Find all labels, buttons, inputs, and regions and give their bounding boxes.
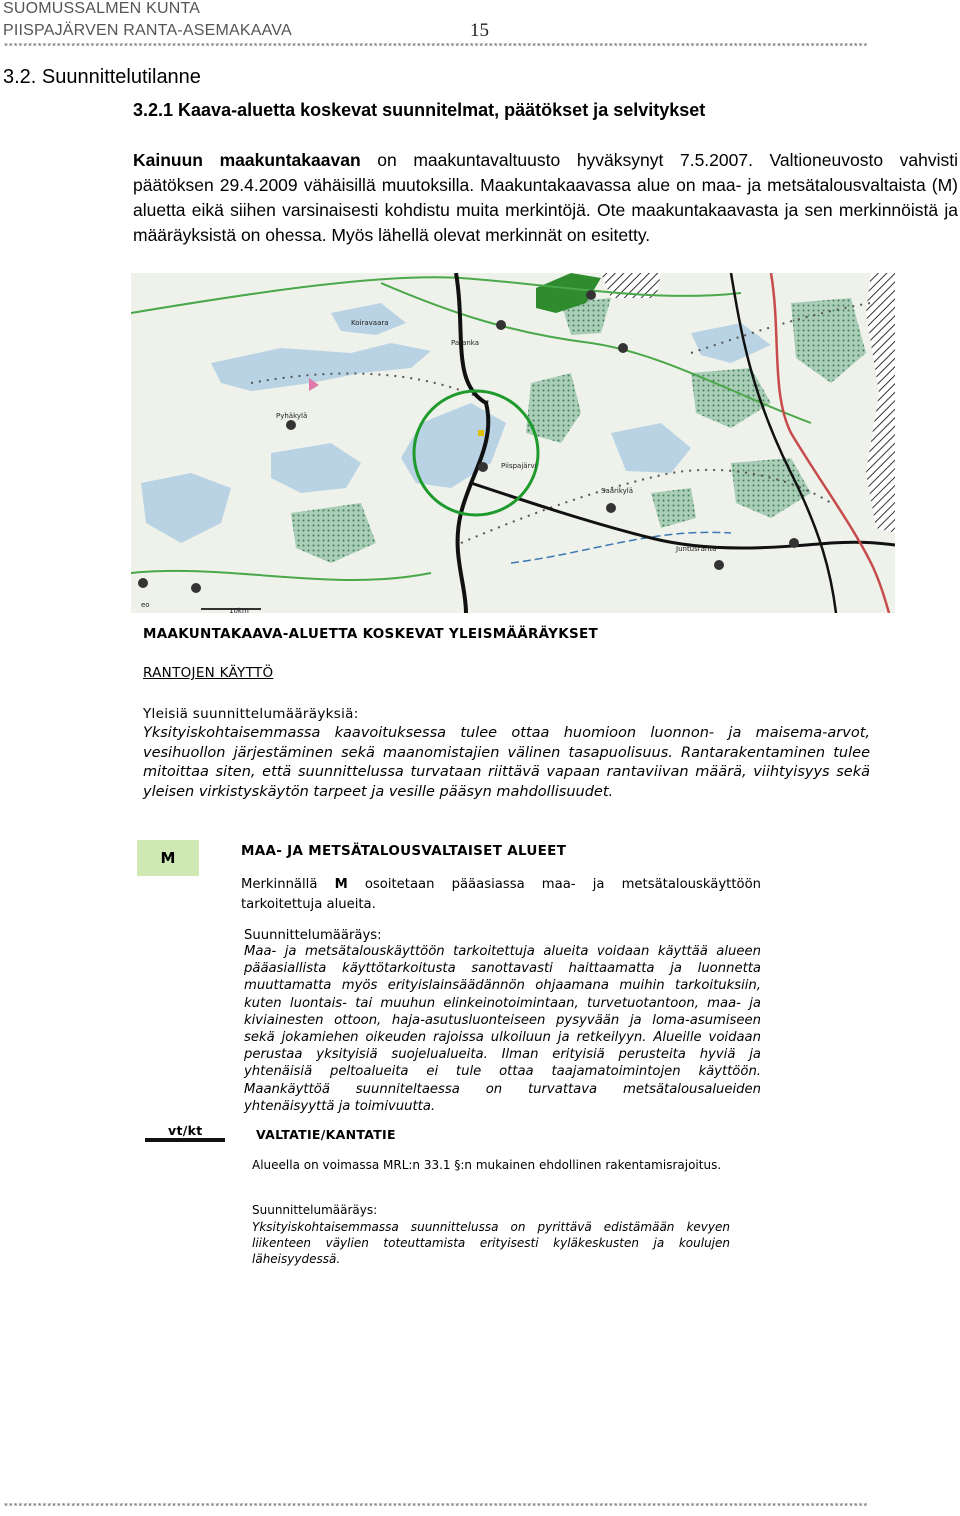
- map-label: eo: [141, 601, 150, 609]
- paragraph-lead: Kainuun maakuntakaavan: [133, 150, 361, 170]
- general-rules-heading: Yleisiä suunnittelumääräyksiä:: [143, 706, 359, 722]
- section-heading: 3.2. Suunnittelutilanne: [3, 66, 201, 88]
- header-divider: ************************************************************************************************************************************************************************************: [3, 43, 868, 54]
- m-area-description: Merkinnällä M osoitetaan pääasiassa maa- ja metsätalouskäyttöön tarkoitettuja alueita.: [241, 877, 761, 912]
- map-label: Pyhäkylä: [276, 412, 308, 420]
- m-rules-heading: Suunnittelumääräys:: [244, 928, 382, 943]
- vt-symbol-label: vt/kt: [168, 1123, 203, 1138]
- vt-rules-heading: Suunnittelumääräys:: [252, 1203, 378, 1217]
- map-symbol: [586, 290, 596, 300]
- legend-title: MAAKUNTAKAAVA-ALUETTA KOSKEVAT YLEISMÄÄRÄYKSET: [143, 626, 599, 642]
- map-symbol: [618, 343, 628, 353]
- map-label: Paranka: [451, 339, 480, 347]
- map-label: Juntusranta: [676, 545, 717, 553]
- map-symbol: [478, 462, 488, 472]
- map-symbol: [714, 560, 724, 570]
- footer-divider: ************************************************************************************************************************************************************************************: [3, 1503, 868, 1514]
- vt-description: Alueella on voimassa MRL:n 33.1 §:n mukainen ehdollinen rakentamisrajoitus.: [252, 1158, 722, 1172]
- map-label: Koiravaara: [351, 319, 389, 327]
- header-plan-name: PIISPAJÄRVEN RANTA-ASEMAKAAVA: [3, 22, 292, 39]
- m-area-heading: MAA- JA METSÄTALOUSVALTAISET ALUEET: [241, 843, 567, 859]
- map-symbol: [286, 420, 296, 430]
- vt-rules-text: Yksityiskohtaisemmassa suunnittelussa on pyrittävä edistämään kevyen liikenteen väylien toteuttamista erityisesti kyläkeskusten ja koulujen läheisyydessä.: [252, 1220, 730, 1266]
- m-rules-text: Maa- ja metsätalouskäyttöön tarkoitettuja alueita voidaan käyttää alueen pääasiallista käyttötarkoitusta sanottavasti haittaamatta ja luonnetta muuttamatta myös erityislainsäädännön ohjaamana muihin tarkoituksiin, kuten luontais- tai muuhun elinkeinotoimintaan, turvetuotantoon, maa- ja kiviainesten ottoon, haja-asutusluonteiseen pysyvään ja loma-asumiseen sekä jokamiehen oikeuden rajoissa ulkoiluun ja retkeilyyn. Alueille voidaan perustaa yksityisiä suojelualueita. Ilman erityisiä perusteita hyviä ja yhtenäisiä peltoalueita ei tule ottaa taajamatoimintojen käyttöön. Maankäyttöä suunniteltaessa on turvattava metsätalousalueiden yhtenäisyyttä ja toimivuutta.: [244, 944, 761, 1114]
- vt-line-symbol: [145, 1138, 225, 1142]
- regional-plan-map: [131, 273, 895, 613]
- paragraph-text: on maakuntavaltuusto hyväksynyt 7.5.2007. Valtioneuvosto vahvisti päätöksen 29.4.2009 vähäisillä muutoksilla. Maakuntakaavassa alue on maa- ja metsätalousvaltaista (M) aluetta eikä siihen varsinaisesti kohdistu muita merkintöjä. Ote maakuntakaavasta ja sen merkinnöistä ja määräyksistä on ohessa. Myös lähellä olevat merkinnät on esitetty.: [133, 150, 959, 245]
- map-symbol: [138, 578, 148, 588]
- general-rules-text: Yksityiskohtaisemmassa kaavoituksessa tulee ottaa huomioon luonnon- ja maisema-arvot, vesihuollon järjestäminen sekä maanomistajien välinen tasapuolisuus. Rantarakentaminen tulee mitoittaa siten, että suunnittelussa turvataan riittävä vapaan rantaviivan määrä, viihtyisyys sekä yleisen virkistyskäytön tarpeet ja vesille pääsyn mahdollisuudet.: [143, 725, 870, 800]
- plan-site-marker: [478, 430, 484, 436]
- subsection-heading: 3.2.1 Kaava-aluetta koskevat suunnitelmat, päätökset ja selvitykset: [133, 100, 706, 120]
- map-label: Saarikylä: [601, 487, 634, 495]
- intro-paragraph: [133, 148, 958, 248]
- map-symbol: [789, 538, 799, 548]
- scale-label: 10km: [229, 607, 249, 613]
- map-symbol: [496, 320, 506, 330]
- map-label: Piispajärvi: [501, 462, 537, 470]
- vt-heading: VALTATIE/KANTATIE: [256, 1127, 396, 1142]
- map-symbol: [191, 583, 201, 593]
- shore-use-heading: RANTOJEN KÄYTTÖ: [143, 665, 274, 681]
- header-org: SUOMUSSALMEN KUNTA: [3, 0, 201, 17]
- page-number: 15: [470, 20, 489, 41]
- m-area-symbol: M: [137, 840, 199, 876]
- map-graphic: [131, 273, 895, 613]
- map-symbol: [606, 503, 616, 513]
